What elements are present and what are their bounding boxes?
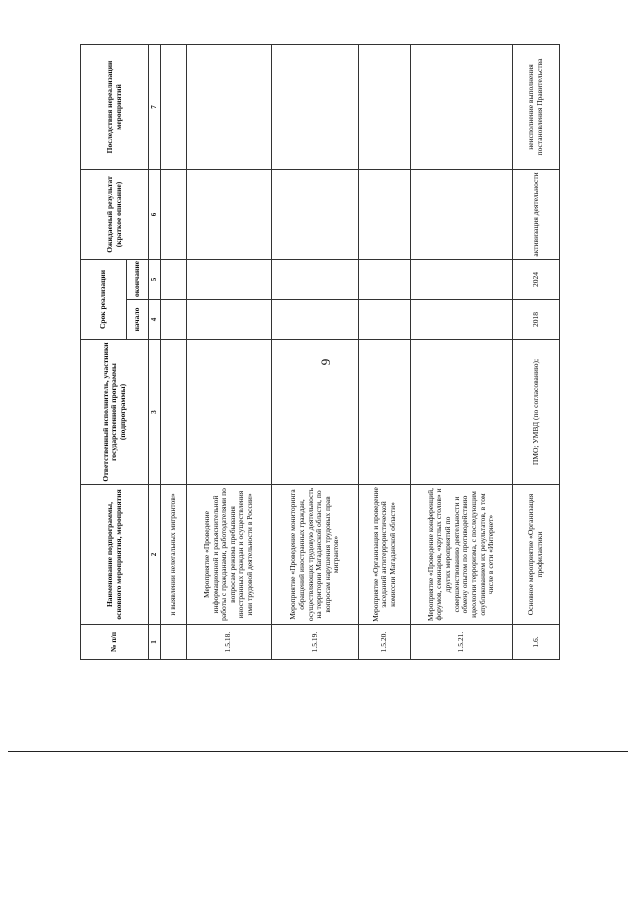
column-number: 7 (149, 44, 161, 169)
row-consequences (161, 44, 187, 169)
row-name: Основное мероприятие «Организация профилактики (513, 485, 560, 625)
bottom-divider (8, 751, 628, 752)
row-consequences (410, 44, 512, 169)
row-end (161, 259, 187, 299)
column-number: 3 (149, 340, 161, 485)
row-name: Мероприятие «Проведение информационной и разъяснительной работы с гражданами, работодателями по вопросам режима пребывания иностранных граждан и осуществления ими трудовой деятельности в России» (186, 485, 271, 625)
column-number: 4 (149, 300, 161, 340)
row-result: активизация деятельности (513, 169, 560, 259)
row-responsible (410, 340, 512, 485)
table-row (513, 44, 560, 659)
row-responsible (359, 340, 410, 485)
row-num (161, 625, 187, 660)
row-result (186, 169, 271, 259)
table-row (271, 44, 358, 659)
header-num: № п/п (81, 625, 149, 660)
page-number: 9 (318, 358, 333, 366)
row-responsible (186, 340, 271, 485)
row-consequences (271, 44, 358, 169)
row-end (186, 259, 271, 299)
row-num: 1.5.21. (410, 625, 512, 660)
header-result: Ожидаемый результат (краткое описание) (81, 169, 149, 259)
row-start (359, 300, 410, 340)
header-name: Наименование подпрограммы, основного мероприятия, мероприятия (81, 485, 149, 625)
row-num: 1.5.19. (271, 625, 358, 660)
column-number: 2 (149, 485, 161, 625)
row-result (271, 169, 358, 259)
row-result (410, 169, 512, 259)
header-consequences: Последствия нереализации мероприятий (81, 44, 149, 169)
table-row (410, 44, 512, 659)
rotated-table-wrapper (80, 45, 560, 660)
row-name: Мероприятие «Проведение мониторинга обращений иностранных граждан, осуществляющих трудовую деятельность на территории Магаданской области, по вопросам нарушения трудовых прав мигрантов» (271, 485, 358, 625)
row-name: и выявлении нелегальных мигрантов» (161, 485, 187, 625)
row-consequences: неисполнение выполнения постановления Правительства (513, 44, 560, 169)
row-num: 1.5.18. (186, 625, 271, 660)
row-name: Мероприятие «Проведение конференций, форумов, семинаров, «круглых столов» и других мероприятий по совершенствованию деятельности и обмену опытом по противодействию идеологии терроризма, с последующим опубликованием их результатов, в том числе в сети «Интернет» (410, 485, 512, 625)
row-num: 1.6. (513, 625, 560, 660)
row-name: Мероприятие «Организация и проведение заседаний антитеррористической комиссии Магаданской области» (359, 485, 410, 625)
row-start: 2018 (513, 300, 560, 340)
row-responsible: ПМО; УМВД (по согласованию); (513, 340, 560, 485)
row-end (410, 259, 512, 299)
row-consequences (359, 44, 410, 169)
table-row (186, 44, 271, 659)
column-number: 1 (149, 625, 161, 660)
row-result (359, 169, 410, 259)
program-measures-table (80, 44, 560, 660)
row-num: 1.5.20. (359, 625, 410, 660)
row-start (271, 300, 358, 340)
header-responsible: Ответственный исполнитель, участники государственной программы (подпрограммы) (81, 340, 149, 485)
row-consequences (186, 44, 271, 169)
header-end: окончание (127, 259, 149, 299)
row-end: 2024 (513, 259, 560, 299)
row-start (161, 300, 187, 340)
row-end (271, 259, 358, 299)
row-start (410, 300, 512, 340)
table-row (161, 44, 187, 659)
row-start (186, 300, 271, 340)
column-number: 5 (149, 259, 161, 299)
column-number: 6 (149, 169, 161, 259)
row-end (359, 259, 410, 299)
row-result (161, 169, 187, 259)
row-responsible (271, 340, 358, 485)
table-row (359, 44, 410, 659)
row-responsible (161, 340, 187, 485)
header-start: начало (127, 300, 149, 340)
header-period: Срок реализации (81, 259, 127, 339)
